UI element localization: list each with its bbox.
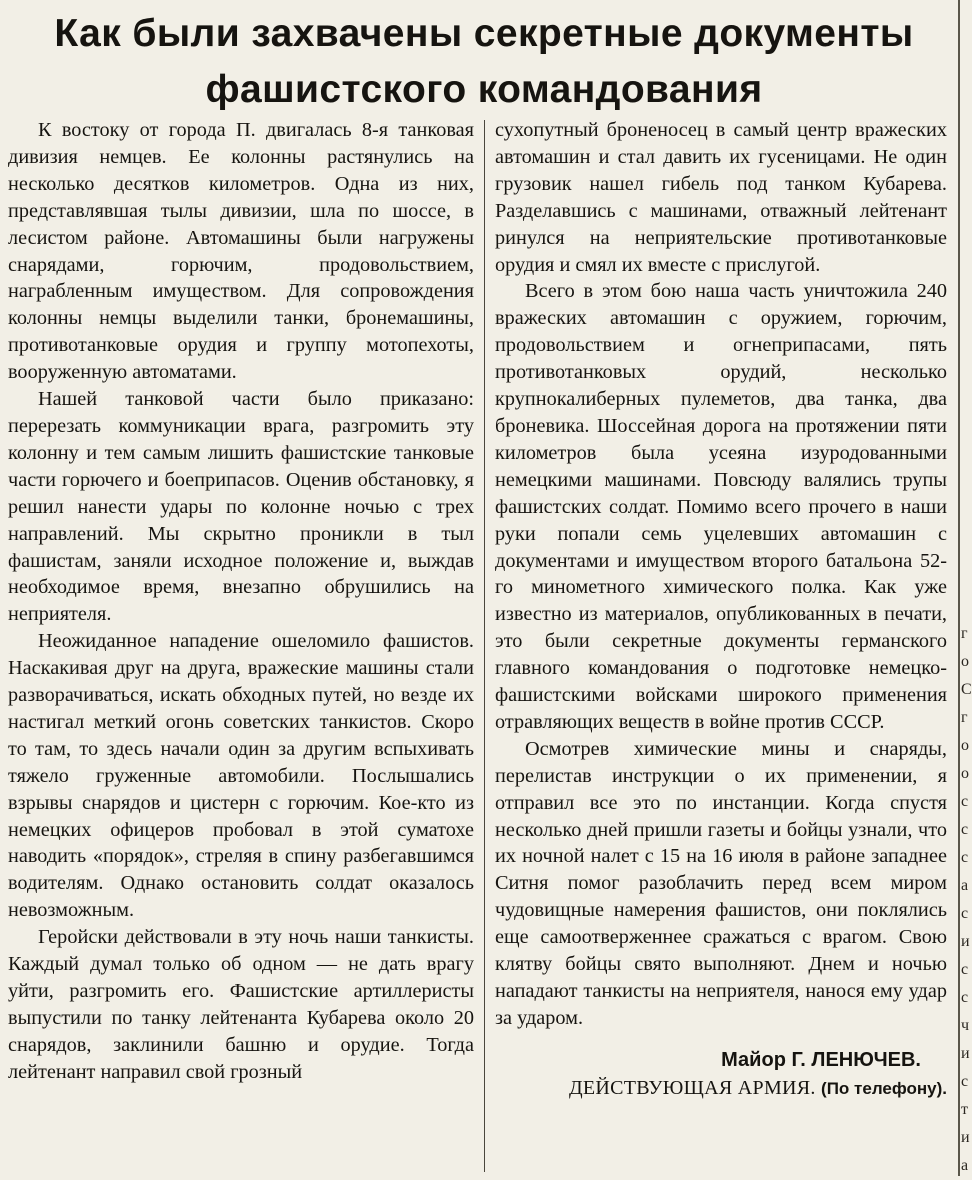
- article-column-left: [8, 117, 474, 1086]
- page-edge-rule: [958, 0, 960, 1176]
- paragraph: сухопутный броненосец в самый центр вражеских автомашин и стал давить их гусеницами. Не один грузовик нашел гибель под танком Кубарева. Разделавшись с машинами, отважный лейтенант ринулся на неприятельские противотанковые орудия и смял их вместе с прислугой.: [495, 119, 947, 276]
- edge-glyph: а: [961, 877, 969, 894]
- edge-glyph: о: [961, 765, 969, 782]
- edge-glyph: с: [961, 961, 969, 978]
- paragraph: Осмотрев химические мины и снаряды, перелистав инструкции о их применении, я отправил все это по инстанции. Когда спустя несколько дней пришли газеты и бойцы узнали, что их ночной налет с 15 на 16 июля в районе западнее Ситня помог разоблачить перед всем миром чудовищные намерения фашистов, они поклялись еще самоотверженнее сражаться с врагом. Свою клятву бойцы свято выполняют. Днем и ночью нападают танкисты на неприятеля, нанося ему удар за ударом.: [495, 737, 947, 1029]
- edge-glyph: о: [961, 737, 969, 754]
- edge-glyph: и: [961, 933, 970, 950]
- edge-glyph: с: [961, 905, 969, 922]
- headline-line-2: фашистского командования: [205, 68, 763, 111]
- edge-glyph: с: [961, 821, 969, 838]
- paragraph: Нашей танковой части было приказано: перерезать коммуникации врага, разгромить эту колонну и тем самым лишить фашистские танковые части горючего и боеприпасов. Оценив обстановку, я решил нанести удары по колонне ночью с трех направлений. Мы скрытно проникли в тыл фашистам, заняли исходное положение и, выждав необходимое время, внезапно обрушились на неприятеля.: [8, 388, 474, 626]
- author-signature: Майор Г. ЛЕНЮЧЕВ.: [721, 1048, 921, 1071]
- paragraph: К востоку от города П. двигалась 8-я танковая дивизия немцев. Ее колонны растянулись на несколько десятков километров. Одна из них, представлявшая тылы дивизии, шла по шоссе, в лесистом районе. Автомашины были нагружены снарядами, горючим, продовольствием, награбленным имуществом. Для сопровождения колонны немцы выделили танки, бронемашины, противотанковые орудия и группу мотопехоты, вооруженную автоматами.: [8, 119, 474, 384]
- adjacent-column-fragment: [961, 620, 972, 1180]
- paragraph: Геройски действовали в эту ночь наши танкисты. Каждый думал только об одном — не дать врагу уйти, разгромить его. Фашистские артиллеристы выпустили по танку лейтенанта Кубарева около 20 снарядов, заклинили башню и орудие. Тогда лейтенант направил свой грозный: [8, 926, 474, 1083]
- edge-glyph: о: [961, 653, 969, 670]
- edge-glyph: а: [961, 1157, 969, 1174]
- edge-glyph: и: [961, 1129, 970, 1146]
- dateline-location: ДЕЙСТВУЮЩАЯ АРМИЯ.: [568, 1076, 816, 1099]
- edge-glyph: с: [961, 849, 969, 866]
- article-column-right: [495, 117, 947, 1103]
- article-headline: [0, 6, 968, 118]
- edge-glyph: и: [961, 1045, 970, 1062]
- headline-line-1: Как были захвачены секретные документы: [54, 12, 914, 55]
- edge-glyph: г: [961, 709, 968, 726]
- edge-glyph: т: [961, 1101, 968, 1118]
- edge-glyph: С: [961, 681, 972, 698]
- edge-glyph: г: [961, 625, 968, 642]
- paragraph: Неожиданное нападение ошеломило фашистов. Наскакивая друг на друга, вражеские машины стали разворачиваться, искать обходных путей, но везде их настигал меткий огонь советских танкистов. Скоро то там, то здесь начали один за другим вспыхивать тяжело груженные автомобили. Послышались взрывы снарядов и цистерн с горючим. Кое-кто из немецких офицеров пробовал в этой суматохе наводить «порядок», стреляя в спину разбегавшимся водителям. Однако остановить солдат оказалось невозможным.: [8, 630, 474, 922]
- paragraph: Всего в этом бою наша часть уничтожила 240 вражеских автомашин с оружием, горючим, продовольствием и огнеприпасами, пять противотанковых орудий, несколько крупнокалиберных пулеметов, два танка, два броневика. Шоссейная дорога на протяжении пяти километров была усеяна изуродованными немецкими машинами. Повсюду валялись трупы фашистских солдат. Помимо всего прочего в наши руки попали семь уцелевших автомашин с документами и имуществом второго батальона 52-го минометного химического полка. Как уже известно из материалов, опубликованных в печати, это были секретные документы германского главного командования о подготовке немецко-фашистскими войсками широкого применения отравляющих веществ в войне против СССР.: [495, 280, 947, 733]
- edge-glyph: с: [961, 1073, 969, 1090]
- edge-glyph: с: [961, 793, 969, 810]
- column-divider: [484, 120, 485, 1172]
- dateline: [495, 1074, 947, 1103]
- dateline-note: (По телефону).: [821, 1078, 947, 1098]
- edge-glyph: ч: [961, 1017, 970, 1034]
- edge-glyph: с: [961, 989, 969, 1006]
